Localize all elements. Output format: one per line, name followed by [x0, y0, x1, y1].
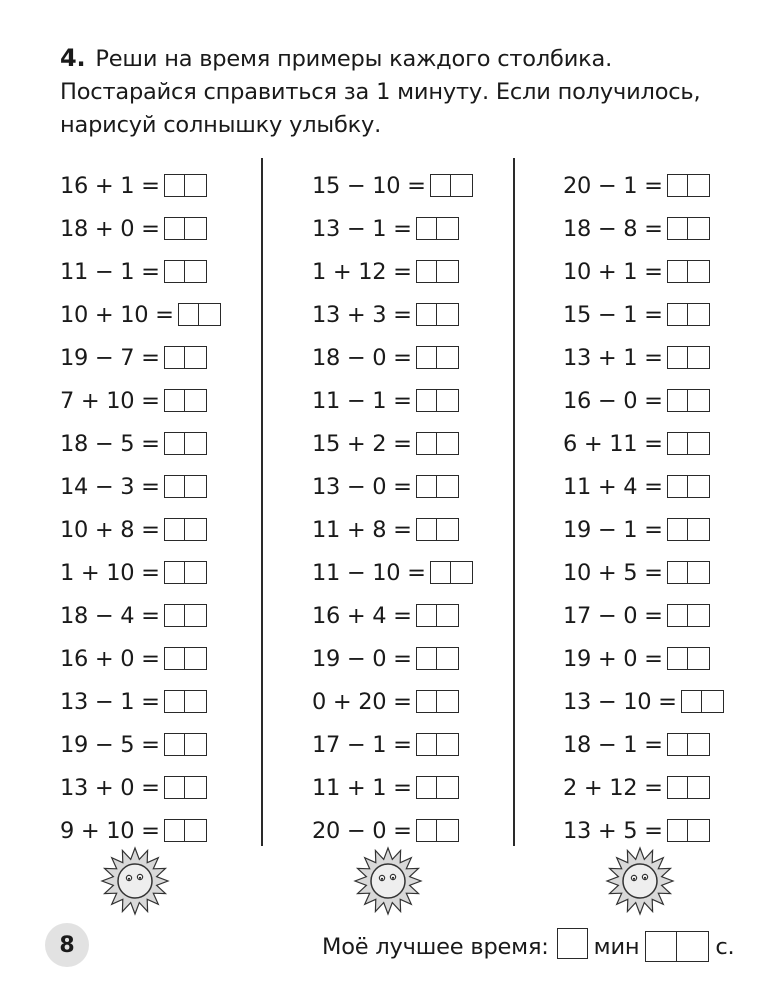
- example-row: [60, 723, 221, 766]
- example-row: [60, 766, 221, 809]
- answer-box[interactable]: [430, 561, 473, 584]
- example-expression: 2 + 12 =: [563, 774, 663, 801]
- example-expression: 0 + 20 =: [312, 688, 412, 715]
- task-text: Реши на время примеры каждого столбика. Постарайся справиться за 1 минуту. Если получилось, нарисуй солнышку улыбку.: [60, 46, 701, 138]
- answer-box[interactable]: [416, 819, 459, 842]
- example-row: [60, 594, 221, 637]
- example-expression: 13 − 1 =: [60, 688, 160, 715]
- column-divider: [513, 158, 515, 846]
- example-expression: 19 − 7 =: [60, 344, 160, 371]
- example-row: [563, 336, 724, 379]
- example-row: [563, 637, 724, 680]
- example-row: [60, 637, 221, 680]
- column-divider: [261, 158, 263, 846]
- example-row: [312, 723, 473, 766]
- example-expression: 18 − 1 =: [563, 731, 663, 758]
- example-expression: 19 − 5 =: [60, 731, 160, 758]
- example-row: [312, 293, 473, 336]
- example-expression: 11 + 1 =: [312, 774, 412, 801]
- example-row: [563, 551, 724, 594]
- example-expression: 18 − 0 =: [312, 344, 412, 371]
- example-expression: 16 + 0 =: [60, 645, 160, 672]
- best-time: [322, 928, 735, 965]
- answer-box[interactable]: [416, 475, 459, 498]
- example-expression: 19 − 0 =: [312, 645, 412, 672]
- answer-box[interactable]: [667, 819, 710, 842]
- example-expression: 17 − 0 =: [563, 602, 663, 629]
- answer-box[interactable]: [178, 303, 221, 326]
- answer-box[interactable]: [164, 217, 207, 240]
- example-expression: 16 + 4 =: [312, 602, 412, 629]
- example-expression: 14 − 3 =: [60, 473, 160, 500]
- answer-box[interactable]: [416, 432, 459, 455]
- example-row: [563, 293, 724, 336]
- example-expression: 19 − 1 =: [563, 516, 663, 543]
- answer-box[interactable]: [416, 776, 459, 799]
- example-row: [60, 551, 221, 594]
- task-number: 4.: [60, 44, 86, 72]
- example-expression: 11 − 1 =: [60, 258, 160, 285]
- answer-box[interactable]: [164, 518, 207, 541]
- example-row: [312, 465, 473, 508]
- answer-box[interactable]: [667, 260, 710, 283]
- example-expression: 15 + 2 =: [312, 430, 412, 457]
- answer-box[interactable]: [164, 604, 207, 627]
- answer-box[interactable]: [667, 303, 710, 326]
- example-expression: 13 + 0 =: [60, 774, 160, 801]
- seconds-label: с.: [715, 933, 735, 960]
- answer-box[interactable]: [667, 432, 710, 455]
- example-expression: 11 − 10 =: [312, 559, 426, 586]
- example-expression: 1 + 12 =: [312, 258, 412, 285]
- example-row: [563, 766, 724, 809]
- answer-box[interactable]: [416, 690, 459, 713]
- answer-box[interactable]: [416, 604, 459, 627]
- example-row: [60, 207, 221, 250]
- column-2: [312, 164, 473, 852]
- example-expression: 10 + 1 =: [563, 258, 663, 285]
- example-row: [563, 207, 724, 250]
- example-expression: 11 + 8 =: [312, 516, 412, 543]
- answer-box[interactable]: [667, 217, 710, 240]
- answer-box[interactable]: [164, 260, 207, 283]
- example-row: [312, 508, 473, 551]
- example-row: [563, 250, 724, 293]
- example-row: [60, 336, 221, 379]
- answer-box[interactable]: [667, 776, 710, 799]
- example-row: [60, 680, 221, 723]
- answer-box[interactable]: [164, 819, 207, 842]
- answer-box[interactable]: [416, 518, 459, 541]
- example-expression: 10 + 10 =: [60, 301, 174, 328]
- example-row: [312, 379, 473, 422]
- example-expression: 7 + 10 =: [60, 387, 160, 414]
- example-row: [563, 379, 724, 422]
- minutes-label: мин: [593, 933, 640, 960]
- example-expression: 10 + 5 =: [563, 559, 663, 586]
- example-row: [563, 508, 724, 551]
- example-row: [312, 766, 473, 809]
- example-expression: 17 − 1 =: [312, 731, 412, 758]
- example-expression: 13 + 1 =: [563, 344, 663, 371]
- example-row: [60, 508, 221, 551]
- example-row: [312, 207, 473, 250]
- example-expression: 20 − 1 =: [563, 172, 663, 199]
- answer-box[interactable]: [667, 389, 710, 412]
- example-row: [60, 465, 221, 508]
- answer-box[interactable]: [416, 346, 459, 369]
- example-expression: 11 + 4 =: [563, 473, 663, 500]
- example-row: [563, 465, 724, 508]
- example-row: [563, 422, 724, 465]
- column-1: [60, 164, 221, 852]
- answer-box[interactable]: [164, 389, 207, 412]
- answer-box[interactable]: [416, 647, 459, 670]
- example-expression: 18 − 8 =: [563, 215, 663, 242]
- answer-box[interactable]: [164, 733, 207, 756]
- example-row: [312, 336, 473, 379]
- answer-box[interactable]: [667, 733, 710, 756]
- example-expression: 1 + 10 =: [60, 559, 160, 586]
- answer-box[interactable]: [164, 561, 207, 584]
- example-expression: 15 − 10 =: [312, 172, 426, 199]
- minutes-box[interactable]: [557, 928, 588, 965]
- example-expression: 13 − 10 =: [563, 688, 677, 715]
- answer-box[interactable]: [416, 733, 459, 756]
- answer-box[interactable]: [416, 303, 459, 326]
- answer-box[interactable]: [430, 174, 473, 197]
- example-expression: 13 − 0 =: [312, 473, 412, 500]
- example-expression: 13 − 1 =: [312, 215, 412, 242]
- example-row: [60, 379, 221, 422]
- task-instructions: [60, 42, 750, 142]
- example-expression: 13 + 3 =: [312, 301, 412, 328]
- answer-box[interactable]: [164, 475, 207, 498]
- answer-box[interactable]: [667, 604, 710, 627]
- example-row: [312, 250, 473, 293]
- answer-box[interactable]: [164, 432, 207, 455]
- example-expression: 18 − 5 =: [60, 430, 160, 457]
- example-row: [563, 594, 724, 637]
- example-expression: 16 − 0 =: [563, 387, 663, 414]
- answer-box[interactable]: [667, 346, 710, 369]
- example-row: [563, 723, 724, 766]
- answer-box[interactable]: [667, 647, 710, 670]
- page-number: 8: [45, 923, 89, 967]
- example-row: [312, 637, 473, 680]
- answer-box[interactable]: [667, 174, 710, 197]
- best-time-label: Моё лучшее время:: [322, 933, 549, 960]
- answer-box[interactable]: [164, 690, 207, 713]
- answer-box[interactable]: [416, 260, 459, 283]
- example-row: [60, 164, 221, 207]
- example-expression: 9 + 10 =: [60, 817, 160, 844]
- example-expression: 20 − 0 =: [312, 817, 412, 844]
- example-row: [60, 293, 221, 336]
- sun-icon[interactable]: [353, 846, 423, 916]
- example-expression: 15 − 1 =: [563, 301, 663, 328]
- example-row: [563, 680, 724, 723]
- seconds-box[interactable]: [645, 931, 709, 962]
- answer-box[interactable]: [667, 561, 710, 584]
- example-expression: 19 + 0 =: [563, 645, 663, 672]
- example-row: [60, 250, 221, 293]
- answer-box[interactable]: [164, 174, 207, 197]
- answer-box[interactable]: [416, 389, 459, 412]
- example-expression: 10 + 8 =: [60, 516, 160, 543]
- example-expression: 11 − 1 =: [312, 387, 412, 414]
- example-expression: 18 + 0 =: [60, 215, 160, 242]
- example-expression: 13 + 5 =: [563, 817, 663, 844]
- sun-icon[interactable]: [100, 846, 170, 916]
- answer-box[interactable]: [164, 346, 207, 369]
- example-row: [312, 164, 473, 207]
- answer-box[interactable]: [667, 518, 710, 541]
- example-row: [312, 422, 473, 465]
- sun-icon[interactable]: [605, 846, 675, 916]
- example-row: [563, 164, 724, 207]
- example-row: [312, 551, 473, 594]
- example-row: [312, 594, 473, 637]
- answer-box[interactable]: [164, 776, 207, 799]
- answer-box[interactable]: [416, 217, 459, 240]
- example-expression: 6 + 11 =: [563, 430, 663, 457]
- example-expression: 18 − 4 =: [60, 602, 160, 629]
- example-row: [312, 680, 473, 723]
- answer-box[interactable]: [681, 690, 724, 713]
- example-row: [60, 422, 221, 465]
- example-expression: 16 + 1 =: [60, 172, 160, 199]
- answer-box[interactable]: [164, 647, 207, 670]
- column-3: [563, 164, 724, 852]
- answer-box[interactable]: [667, 475, 710, 498]
